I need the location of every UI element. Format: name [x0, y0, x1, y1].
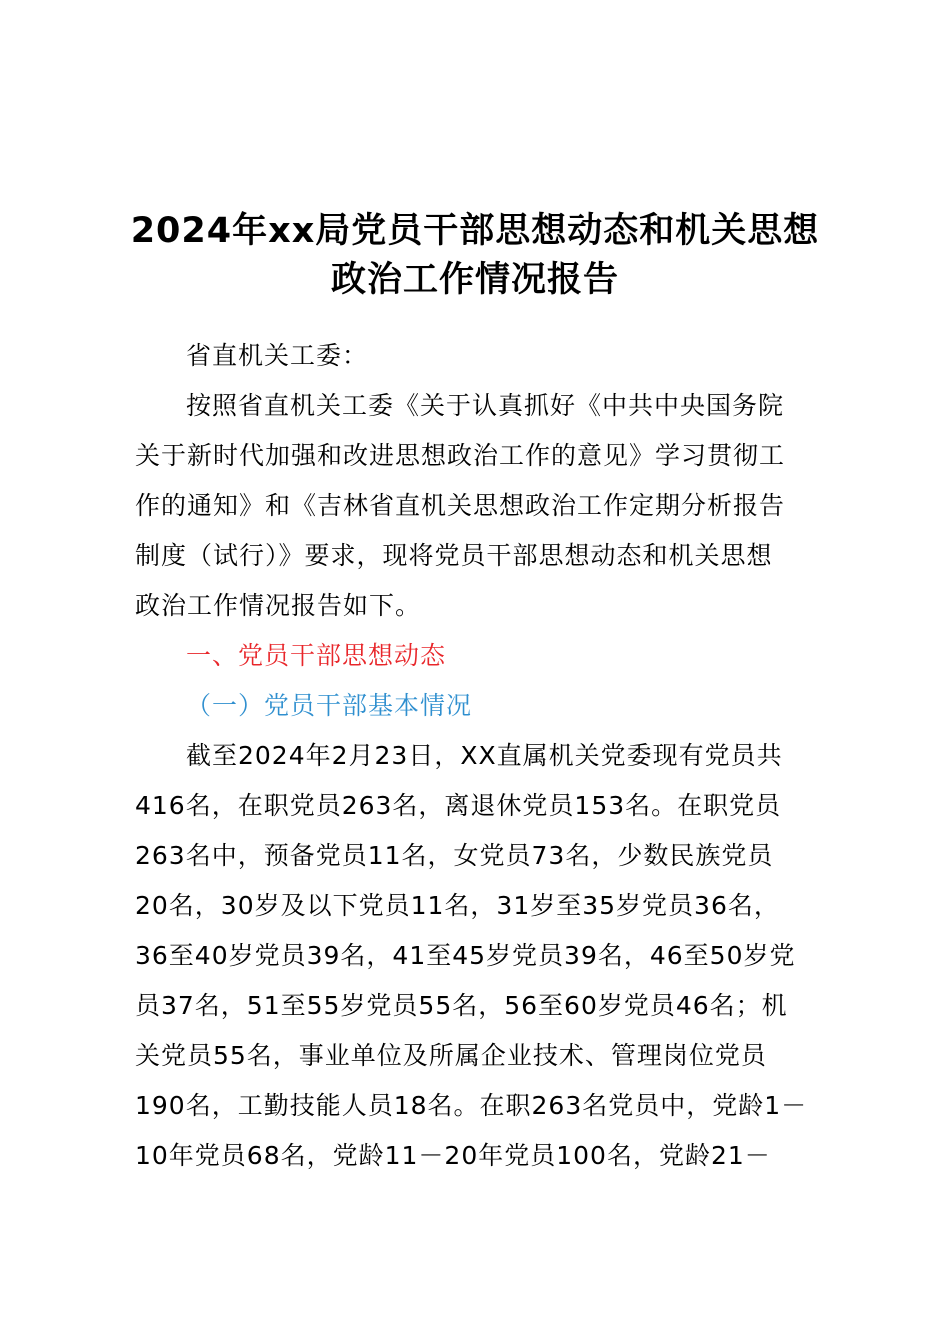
- body-line-8: 190名，工勤技能人员18名。在职263名党员中，党龄1－: [135, 1091, 808, 1120]
- intro-line-1: 按照省直机关工委《关于认真抓好《中共中央国务院: [186, 391, 785, 420]
- document-title-line-2: 政治工作情况报告: [330, 260, 619, 300]
- body-line-2: 416名，在职党员263名，离退休党员153名。在职党员: [135, 791, 782, 820]
- intro-line-3: 作的通知》和《吉林省直机关思想政治工作定期分析报告: [135, 491, 786, 520]
- intro-line-5: 政治工作情况报告如下。: [135, 591, 422, 620]
- intro-line-2: 关于新时代加强和改进思想政治工作的意见》学习贯彻工: [135, 441, 786, 470]
- section-heading-1: 一、党员干部思想动态: [186, 641, 447, 670]
- body-line-7: 关党员55名，事业单位及所属企业技术、管理岗位党员: [135, 1041, 767, 1070]
- body-line-5: 36至40岁党员39名，41至45岁党员39名，46至50岁党: [135, 941, 796, 970]
- document-title-line-1: 2024年xx局党员干部思想动态和机关思想: [130, 211, 820, 251]
- body-line-3: 263名中，预备党员11名，女党员73名，少数民族党员: [135, 841, 774, 870]
- body-line-4: 20名，30岁及以下党员11名，31岁至35岁党员36名，: [135, 891, 780, 920]
- salutation: 省直机关工委：: [186, 341, 369, 370]
- subsection-heading-1: （一）党员干部基本情况: [186, 691, 473, 720]
- body-line-6: 员37名，51至55岁党员55名，56至60岁党员46名；机: [135, 991, 788, 1020]
- intro-line-4: 制度（试行）》要求，现将党员干部思想动态和机关思想: [135, 541, 773, 570]
- body-line-1: 截至2024年2月23日，XX直属机关党委现有党员共: [186, 741, 783, 770]
- body-line-9: 10年党员68名，党龄11－20年党员100名，党龄21－: [135, 1141, 771, 1170]
